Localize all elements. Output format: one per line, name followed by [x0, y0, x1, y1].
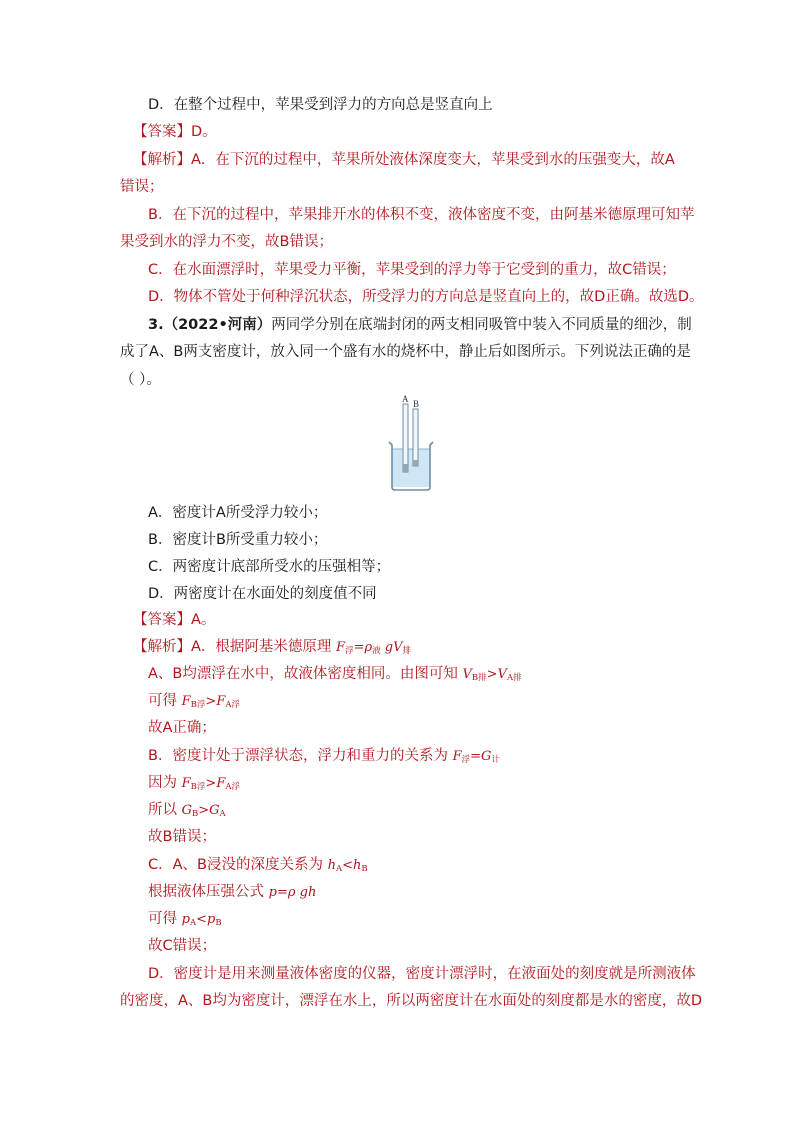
- formula-archimedes: $F_浮=\rho_液$ $gV_排$: [336, 640, 412, 656]
- density-meter-b: [413, 409, 418, 466]
- formula-depth-compare: $h_A<h_B$: [327, 858, 368, 874]
- beaker-figure: [386, 392, 436, 492]
- q3-analysis-b-line2: 因为 $F_{B浮}>F_{A浮}$: [148, 775, 240, 792]
- q2-analysis-a-line1: 【解析】A．在下沉的过程中，苹果所处液体深度变大，苹果受到水的压强变大，故A: [133, 152, 675, 168]
- q3-analysis-c-line3: 可得 $p_A<p_B$: [148, 911, 222, 928]
- q2-analysis-d: D．物体不管处于何种浮沉状态，所受浮力的方向总是竖直向上的，故D正确。故选D。: [148, 289, 704, 305]
- q2-analysis-b-line2: 果受到水的浮力不变，故B错误；: [120, 234, 333, 250]
- analysis-label: 【解析】: [133, 639, 191, 655]
- sand-a: [403, 464, 408, 472]
- q3-option-a: A．密度计A所受浮力较小；: [148, 505, 328, 521]
- q3-analysis-a-line4: 故A正确；: [148, 720, 216, 736]
- q3-analysis-a-line1: 【解析】A．根据阿基米德原理 $F_浮=\rho_液$ $gV_排$: [133, 639, 412, 656]
- q3-analysis-a-line2: A、B均漂浮在水中，故液体密度相同。由图可知 $V_{B排}>V_{A排}$: [148, 666, 522, 683]
- q3-analysis-b-line1: B．密度计处于漂浮状态，浮力和重力的关系为 $F_浮=G_计$: [148, 748, 500, 765]
- formula-volume-compare: $V_{B排}>V_{A排}$: [462, 667, 522, 683]
- density-meter-a: [403, 404, 408, 472]
- q3-analysis-c-line4: 故C错误；: [148, 938, 217, 954]
- answer-label: 【答案】: [133, 124, 191, 140]
- formula-float-balance: $F_浮=G_计$: [452, 749, 500, 765]
- q3-option-c: C．两密度计底部所受水的压强相等；: [148, 559, 391, 575]
- q3-analysis-c-line2: 根据液体压强公式 p=ρ gh: [148, 884, 317, 900]
- figure-label-b: B: [413, 399, 420, 409]
- q3-option-b: B．密度计B所受重力较小；: [148, 532, 328, 548]
- q2-answer: [133, 122, 217, 142]
- sand-b: [413, 460, 418, 466]
- answer-value: A。: [191, 612, 216, 628]
- q3-analysis-a-line3: 可得 $F_{B浮}>F_{A浮}$: [148, 693, 240, 710]
- formula-pressure: p=ρ gh: [268, 885, 317, 900]
- figure-label-a: A: [402, 394, 409, 404]
- formula-pressure-compare: $p_A<p_B$: [181, 912, 222, 928]
- q3-analysis-c-line1: C．A、B浸没的深度关系为 $h_A<h_B$: [148, 857, 368, 874]
- formula-gravity-compare: $G_B>G_A$: [181, 803, 226, 819]
- q2-analysis-b-line1: B．在下沉的过程中，苹果排开水的体积不变，液体密度不变，由阿基米德原理可知苹: [148, 207, 695, 223]
- q3-answer: [133, 610, 215, 630]
- formula-buoyancy-compare: $F_{B浮}>F_{A浮}$: [181, 694, 240, 710]
- q3-stem-line1: 3.（2022•河南）两同学分别在底端封闭的两支相同吸管中装入不同质量的细沙，制: [148, 317, 692, 333]
- q3-analysis-d-line2: 的密度，A、B均为密度计，漂浮在水上，所以两密度计在水面处的刻度都是水的密度，故D: [120, 993, 703, 1009]
- answer-label: 【答案】: [133, 612, 191, 628]
- q3-analysis-b-line3: 所以 $G_B>G_A$: [148, 802, 226, 819]
- q2-analysis-a-line2: 错误；: [120, 179, 164, 195]
- answer-value: D。: [191, 124, 217, 140]
- q3-option-d: D．两密度计在水面处的刻度值不同: [148, 586, 377, 602]
- q2-option-d: D．在整个过程中，苹果受到浮力的方向总是竖直向上: [148, 97, 493, 113]
- q3-analysis-b-line4: 故B错误；: [148, 829, 216, 845]
- formula-buoyancy-compare-2: $F_{B浮}>F_{A浮}$: [181, 776, 240, 792]
- q3-analysis-d-line1: D．密度计是用来测量液体密度的仪器，密度计漂浮时，在液面处的刻度就是所测液体: [148, 966, 696, 982]
- q3-stem-line3: （ ）。: [120, 372, 161, 388]
- q3-stem-line2: 成了A、B两支密度计，放入同一个盛有水的烧杯中，静止后如图所示。下列说法正确的是: [120, 344, 691, 360]
- q2-analysis-c: C．在水面漂浮时，苹果受力平衡，苹果受到的浮力等于它受到的重力，故C错误；: [148, 262, 676, 278]
- water: [392, 449, 430, 487]
- analysis-label: 【解析】: [133, 152, 191, 168]
- q3-source: 3.（2022•河南）: [148, 317, 272, 333]
